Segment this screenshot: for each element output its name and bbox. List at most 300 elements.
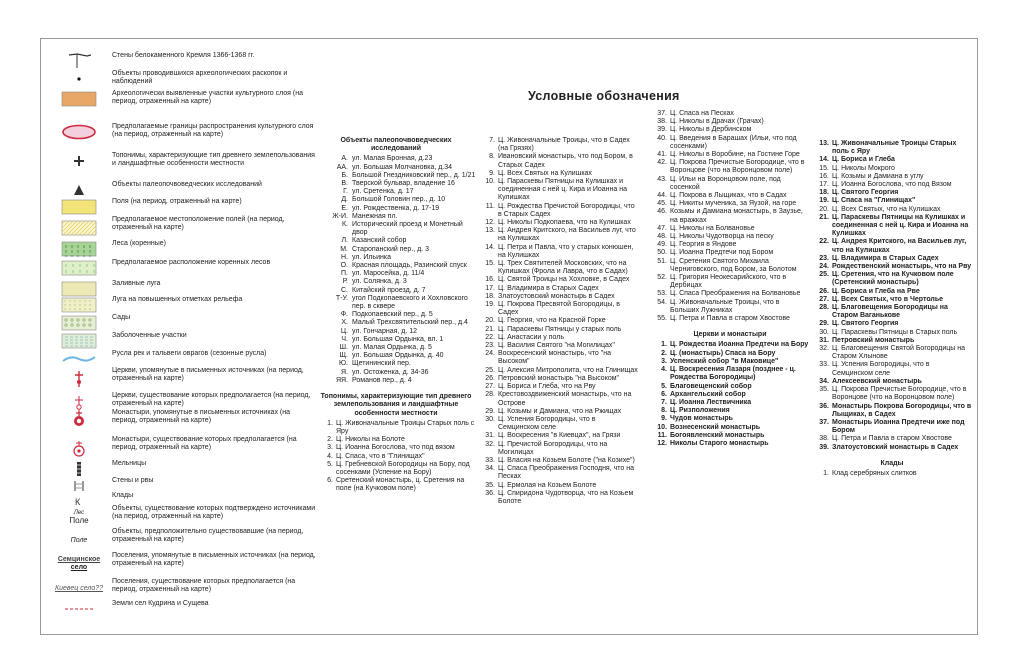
list-item-number: 50.: [657, 249, 667, 257]
list-item-text: Ц. Петра и Павла в старом Хвостове: [832, 435, 952, 443]
list-item: [812, 197, 972, 205]
list-item-text: Ц. Анастасии у поль: [498, 333, 564, 341]
list-item: [650, 200, 810, 208]
list-item-number: 28.: [819, 304, 829, 312]
list-item-text: Ц. Андрея Критского, на Васильев луг, что на Кулишках: [498, 227, 636, 243]
church-item-text: Вознесенский монастырь: [670, 423, 761, 431]
church-item-number: 6.: [661, 390, 667, 398]
list-item-number: 19.: [819, 197, 829, 205]
text-village2-icon: [56, 580, 102, 598]
list-item: [478, 244, 638, 260]
list-item: [812, 296, 972, 304]
legend-label: Земли сел Кудрина и Сущева: [112, 600, 209, 607]
list-item: [478, 482, 638, 490]
list-item-text: Ц. Спиридона Чудотворца, что на Козьем Болоте: [498, 489, 634, 505]
list-item: [812, 361, 972, 377]
toponym-item-text: Ц. Николы на Болоте: [336, 436, 405, 444]
list-item: [478, 260, 638, 276]
church-item-text: Благовещенский собор: [670, 382, 752, 390]
toponym-item-text: Ц. Спаса, что в "Глинищах": [336, 452, 425, 460]
list-item: [478, 391, 638, 407]
treasures-heading: Клады: [880, 459, 904, 467]
list-item-text: Ц. Козьмы и Дамиана, что на Ржищах: [498, 407, 622, 415]
list-column-3: [478, 137, 638, 506]
list-item: [478, 465, 638, 481]
list-item: [478, 178, 638, 203]
list-item: [812, 140, 972, 156]
paleo-row-text: ул. Гончарная, д. 12: [352, 327, 418, 335]
list-item-text: Ц. Иоанна Богослова, что под Вязом: [832, 181, 952, 189]
list-item: [650, 290, 810, 298]
list-item-number: 36.: [819, 402, 829, 410]
river-line-icon: [56, 350, 102, 368]
paleo-row: [316, 180, 476, 188]
list-item-text: Монастырь Покрова Богородицы, что в Лыщиках, в Садех: [832, 402, 972, 418]
paleo-list: [316, 137, 476, 494]
church-item-number: 2.: [661, 349, 667, 357]
legend-label: Клады: [112, 492, 134, 499]
list-item: [478, 432, 638, 440]
list-item-number: 40.: [657, 134, 667, 142]
list-item: [650, 274, 810, 290]
meadow-high-icon: [56, 296, 102, 314]
list-item-text: Ц. Успения Богородицы, что в Семцинском селе: [498, 415, 596, 432]
list-item: [478, 317, 638, 325]
list-item-number: 33.: [485, 456, 495, 464]
list-item: [478, 408, 638, 416]
legend-label: Поселения, существование которых предполагается (на период, отраженный на карте): [112, 578, 296, 594]
paleo-row-text: ул. Маросейка, д. 11/4: [352, 270, 425, 278]
list-item: [650, 135, 810, 151]
legend-label: Заболоченные участки: [112, 332, 187, 339]
paleo-row-number: Т-У.: [335, 294, 348, 302]
list-item-text: Ц. Николы Мокрого: [832, 164, 895, 172]
legend-label: Церкви, упомянутые в письменных источниках (на период, отраженный на карте): [112, 367, 304, 383]
church-item-text: Архангельский собор: [670, 390, 746, 398]
church-item-text: Успенский собор "в Маковице": [670, 357, 779, 365]
paleo-row-number: Г.: [343, 188, 348, 196]
church-item-text: Чудов монастырь: [670, 415, 733, 423]
list-item-text: Ц. Живоначальные Троицы Старых поль с Яру: [832, 140, 957, 156]
legend-label: Предполагаемое местоположение полей (на период, отраженный на карте): [112, 216, 285, 232]
list-item-text: Ц. Иоанна Предтечи под Бором: [670, 249, 774, 257]
list-item-text: Ц. Параскевы Пятницы у старых поль: [498, 325, 622, 333]
svg-text:К: К: [75, 497, 81, 507]
list-item-text: Ц. Козьмы и Дамиана в углу: [832, 172, 924, 180]
list-item-number: 31.: [485, 432, 495, 440]
list-item-text: Ц. Спаса на Песках: [670, 110, 734, 117]
garden-area-icon: [56, 314, 102, 332]
list-item-number: 28.: [485, 391, 495, 399]
paleo-row: [316, 295, 476, 311]
list-item-number: 49.: [657, 241, 667, 249]
list-item: [650, 258, 810, 274]
list-item: [478, 457, 638, 465]
church-item-text: Ц. Рождества Иоанна Предтечи на Бору: [670, 341, 809, 349]
list-item-text: Ц. Покрова Пресвятой Богородицы, в Садех: [498, 301, 620, 317]
church-red-icon: [56, 370, 102, 388]
text-pole-icon: [56, 532, 102, 550]
list-item-number: 8.: [489, 153, 495, 161]
list-item-number: 38.: [819, 435, 829, 443]
list-item-text: Ц. Святого Георгия: [832, 320, 899, 328]
church-item: [650, 350, 810, 358]
list-item: [478, 285, 638, 293]
paleo-row-text: Щетининский пер.: [352, 360, 411, 368]
list-item-text: Ц. Николы на Болвановье: [670, 224, 755, 232]
paleo-row-text: ул. Сретенка, д. 17: [352, 188, 414, 196]
list-column-4: [650, 110, 810, 448]
paleo-row-number: Ц.: [340, 327, 348, 335]
list-item: [812, 288, 972, 296]
church-item: [650, 391, 810, 399]
list-item-text: Ц. Бориса и Глеба на Рве: [832, 287, 920, 295]
list-item-number: 35.: [819, 386, 829, 394]
church-item: [650, 432, 810, 440]
list-item: [812, 435, 972, 443]
paleo-row-number: О.: [340, 262, 348, 270]
legend-label: Предполагаемые границы распространения культурного слоя (на период, отраженный на карте): [112, 123, 314, 139]
paleo-row-number: Щ.: [339, 352, 348, 360]
list-item-number: 19.: [485, 301, 495, 309]
list-item-number: 55.: [657, 315, 667, 323]
list-item-number: 21.: [485, 325, 495, 333]
legend-label: Монастыри, упомянутые в письменных источниках (на период, отраженный на карте): [112, 409, 290, 425]
paleo-row: [316, 270, 476, 278]
pink-ellipse-icon: [56, 123, 102, 141]
toponym-item-text: Ц. Гребневской Богородицы на Бору, под сосенками (Успение на Бору): [336, 460, 470, 476]
paleo-row-text: Большой Гнездниковский пер., д. 1/21: [352, 171, 476, 179]
list-item-number: 37.: [657, 110, 667, 117]
paleo-row: [316, 155, 476, 163]
list-item: [650, 315, 810, 323]
yellow-area-icon: [56, 198, 102, 216]
church-item-text: Ц. Иоанна Лествичника: [670, 398, 752, 406]
paleo-row-number: АА.: [336, 163, 348, 171]
toponym-item: [316, 444, 476, 452]
treasure-item-text: Клад серебряных слитков: [832, 469, 917, 477]
legend-label: Монастыри, существование которых предполагается (на период, отраженный на карте): [112, 436, 297, 452]
paleo-row-text: Старопанский пер., д. 3: [352, 245, 430, 253]
list-item-text: Ц. Благовещения Богородицы на Старом Ваганькове: [832, 304, 948, 320]
list-item-text: Ц. Николы в Дербинском: [670, 126, 752, 134]
list-item-number: 18.: [819, 189, 829, 197]
green-area-icon: [56, 240, 102, 258]
list-item-number: 26.: [819, 287, 829, 295]
paleo-row: [316, 377, 476, 385]
list-item: [812, 304, 972, 320]
paleo-row: [316, 369, 476, 377]
list-item-text: Ц. Спаса на "Глинищах": [832, 197, 916, 205]
paleo-row: [316, 172, 476, 180]
symbol-text-1: Киевец село??: [54, 585, 104, 592]
list-item-number: 36.: [485, 489, 495, 497]
text-village-icon: [56, 555, 102, 573]
paleo-row-number: А.: [341, 155, 348, 163]
list-item-number: 42.: [657, 159, 667, 167]
list-item-number: 13.: [819, 140, 829, 147]
orange-area-icon: [56, 90, 102, 108]
church-item-number: 1.: [661, 341, 667, 349]
list-item-text: Монастырь Иоанна Предтечи иже под Бором: [832, 418, 965, 435]
list-item-text: Ц. Сретения, что на Кучковом поле (Сретенский монастырь): [832, 271, 954, 287]
list-item: [478, 416, 638, 432]
church-item: [650, 440, 810, 448]
hatched-green-icon: [56, 259, 102, 277]
list-item-text: Ц. Власия на Козьем Болоте ("на Козихе"): [498, 456, 635, 464]
church-item-text: Богоявленский монастырь: [670, 431, 765, 439]
list-item: [478, 227, 638, 243]
list-item: [812, 165, 972, 173]
paleo-row-number: В.: [341, 180, 348, 188]
legend-label: Церкви, существование которых предполагается (на период, отраженный на карте): [112, 392, 311, 408]
legend-label: Объекты, предположительно существовавшие (на период, отраженный на карте): [112, 528, 304, 544]
legend-label: Мельницы: [112, 460, 147, 467]
legend-label: Объекты проводившихся археологических раскопок и наблюдений: [112, 70, 288, 86]
paleo-row-text: ул. Малая Ордынка, д. 5: [352, 344, 432, 352]
list-item-text: Ц. Андрея Критского, на Васильев луг, что на Кулишках: [832, 238, 967, 254]
list-item-text: Ц. Спаса Преображения на Болвановье: [670, 290, 801, 298]
paleo-row-text: Китайский проезд, д. 7: [352, 286, 426, 294]
paleo-row: [316, 164, 476, 172]
toponym-item-number: 3.: [327, 444, 333, 452]
list-item-text: Ц. Параскевы Пятницы на Кулишках и соединенная с ней ц. Кира и Иоанна на Кулишках: [832, 213, 969, 238]
list-item-number: 22.: [485, 333, 495, 341]
paleo-heading: Объекты палеопочвоведческих исследований: [340, 137, 452, 153]
paleo-row-number: Ш.: [339, 344, 348, 352]
paleo-row: [316, 246, 476, 254]
toponym-item: [316, 453, 476, 461]
list-item: [478, 153, 638, 169]
dig-point-icon: [56, 70, 102, 88]
list-item-number: 52.: [657, 274, 667, 282]
list-item-number: 44.: [657, 192, 667, 200]
church-item-number: 5.: [661, 382, 667, 390]
list-item-text: Ц. Сретения Святого Михаила Черниговского, под Бором, за Болотом: [670, 257, 797, 273]
church-item-number: 3.: [661, 357, 667, 365]
list-item-number: 43.: [657, 175, 667, 183]
monastery-red-icon: [56, 410, 102, 428]
cross-toponym-icon: [56, 152, 102, 170]
list-item-text: Ц. Николы Чудотворца на песку: [670, 233, 774, 241]
list-item: [478, 293, 638, 301]
list-item-number: 22.: [819, 238, 829, 246]
paleo-row: [316, 278, 476, 286]
paleo-row-number: Ю.: [338, 360, 348, 368]
list-item: [812, 345, 972, 361]
list-item-number: 53.: [657, 290, 667, 298]
list-item-text: Ц. Живоначальные Троицы, что в Больших Лужниках: [670, 298, 780, 314]
toponym-item: [316, 461, 476, 477]
list-item: [478, 301, 638, 317]
toponym-item-number: 5.: [327, 460, 333, 468]
symbol-text-2: Поле: [69, 516, 89, 525]
list-item-text: Ц. Всех Святых на Кулишках: [498, 169, 592, 177]
list-item-number: 34.: [485, 465, 495, 473]
paleo-row-text: Красная площадь, Разинский спуск: [352, 262, 467, 270]
list-item: [478, 441, 638, 457]
list-item-number: 30.: [819, 328, 829, 336]
symbol-text-1: Лес: [73, 510, 85, 516]
legend-label: Леса (коренные): [112, 240, 166, 247]
list-item-number: 10.: [485, 178, 495, 186]
toponym-item-number: 1.: [327, 419, 333, 427]
list-item-text: Златоустовский монастырь в Садех: [832, 443, 959, 451]
toponym-item-text: Ц. Иоанна Богослова, что под вязом: [336, 444, 455, 452]
paleo-row-number: Е.: [341, 204, 348, 212]
list-item-number: 17.: [819, 181, 829, 189]
list-item: [650, 249, 810, 257]
list-item-number: 29.: [485, 407, 495, 415]
list-item-number: 17.: [485, 284, 495, 292]
wall-line-icon: [56, 52, 102, 70]
list-item-number: 23.: [485, 342, 495, 350]
paleo-row: [316, 336, 476, 344]
church-item: [650, 341, 810, 349]
list-item-text: Златоустовский монастырь в Садех: [498, 292, 615, 300]
list-item: [812, 181, 972, 189]
paleo-row-text: ул. Большая Ордынка, д. 40: [352, 352, 444, 360]
legend-label: Предполагаемое расположение коренных лесов: [112, 259, 271, 266]
list-item: [812, 444, 972, 452]
paleo-row-text: Малый Трехсвятительский пер., д.4: [352, 319, 468, 327]
list-item: [650, 151, 810, 159]
list-item-text: Ц. Параскевы Пятницы в Старых поль: [832, 328, 958, 336]
list-item-number: 38.: [657, 118, 667, 126]
paleo-row: [316, 319, 476, 327]
list-item-text: Ц. Петра и Павла, что у старых конюшен, на Кулишках: [498, 243, 634, 259]
list-item-number: 20.: [819, 205, 829, 213]
list-item-number: 27.: [819, 295, 829, 303]
paleo-row-text: Манежная пл.: [352, 212, 398, 220]
list-item: [650, 233, 810, 241]
list-item: [478, 219, 638, 227]
list-item-text: Ц. Василия Святого "на Могилицах": [498, 342, 615, 350]
list-item-number: 25.: [819, 271, 829, 279]
list-item-text: Ц. Святого Георгия: [832, 189, 899, 197]
symbol-text-2: село: [70, 564, 88, 571]
paleo-row: [316, 360, 476, 368]
church-item-number: 10.: [657, 423, 667, 431]
list-item: [478, 334, 638, 342]
list-item-text: Ц. Николы в Драчах (Грачах): [670, 118, 764, 126]
legend-label: Поселения, упомянутые в письменных источниках (на период, отраженный на карте): [112, 552, 316, 568]
list-item: [478, 490, 638, 506]
list-item: [812, 271, 972, 287]
list-item: [478, 375, 638, 383]
dashed-red-icon: [56, 600, 102, 618]
list-item: [812, 378, 972, 386]
paleo-row-text: Тверской бульвар, владение 16: [352, 180, 455, 188]
toponyms-heading: Топонимы, характеризующие тип древнего землепользования и ландшафтные особенности местности: [320, 393, 472, 417]
list-item-text: Ц. Бориса и Глеба, что на Рву: [498, 383, 596, 391]
list-item-number: 21.: [819, 213, 829, 221]
paleo-row-number: С.: [341, 286, 348, 294]
list-item-number: 18.: [485, 292, 495, 300]
list-item-text: Ц. Покрова Пречистые Богородице, что в Воронцове (что на Воронцовом поле): [670, 159, 805, 175]
paleo-row-text: Исторический проезд и Монетный двор: [352, 221, 463, 237]
church-item: [650, 424, 810, 432]
list-item-text: Ц. Георгия в Яндове: [670, 241, 737, 249]
paleo-row-number: Х.: [341, 319, 348, 327]
list-item: [650, 208, 810, 224]
list-item: [650, 241, 810, 249]
list-item: [812, 329, 972, 337]
list-item-number: 41.: [657, 151, 667, 159]
paleo-row-number: Ф.: [340, 311, 348, 319]
list-item-number: 31.: [819, 336, 829, 344]
list-item: [812, 320, 972, 328]
list-item: [812, 214, 972, 239]
church-item-text: Ц. (монастырь) Спаса на Бору: [670, 349, 776, 357]
church-item-number: 8.: [661, 407, 667, 415]
text-les-icon: [56, 508, 102, 526]
list-item: [812, 189, 972, 197]
symbol-text-1: Семцинское: [57, 556, 101, 563]
paleo-row-text: Романов пер., д. 4: [352, 376, 412, 384]
list-item: [650, 299, 810, 315]
paleo-row: [316, 205, 476, 213]
list-item: [812, 386, 972, 402]
list-item-text: Ц. Всех Святых, что в Чертолье: [832, 295, 944, 303]
paleo-row-number: П.: [341, 270, 348, 278]
list-item-text: Ц. Покрова Пречистые Богородице, что в Воронцове (что на Воронцовом поле): [832, 386, 967, 402]
church-item-text: Ц. Ризположения: [670, 407, 730, 415]
list-item: [650, 192, 810, 200]
list-item-text: Ц. Георгия, что на Красной Горке: [498, 317, 606, 325]
paleo-row-number: Ж-И.: [332, 212, 348, 220]
list-item: [478, 170, 638, 178]
list-item-number: 39.: [657, 126, 667, 134]
list-item-text: Ц. Николы в Воробине, на Гостине Горе: [670, 151, 800, 159]
list-item-text: Ц. Святой Троицы на Хохловке, в Садех: [498, 276, 630, 284]
list-item-number: 7.: [489, 137, 495, 144]
paleo-row-number: ЯЯ.: [335, 376, 348, 384]
list-item: [650, 176, 810, 192]
toponym-item-number: 6.: [327, 477, 333, 485]
list-item-number: 15.: [819, 164, 829, 172]
list-item-text: Ц. Никиты мученика, за Яузой, на горе: [670, 200, 797, 208]
list-item: [812, 403, 972, 419]
list-item-number: 54.: [657, 298, 667, 306]
triangle-icon: [56, 181, 102, 199]
list-item-text: Ц. Ильи на Воронцовом поле, под сосенкой: [670, 175, 781, 191]
list-item: [812, 206, 972, 214]
list-item-number: 37.: [819, 418, 829, 426]
paleo-row-number: Я.: [341, 368, 348, 376]
paleo-row-text: угол Подкопаевского и Хохловского пер. в сквере: [352, 294, 468, 311]
paleo-row-text: ул. Малая Бронная, д.23: [352, 155, 433, 163]
toponym-item-number: 2.: [327, 436, 333, 444]
paleo-row-text: ул. Большая Молчановка, д.34: [352, 163, 453, 171]
churches-heading: Церкви и монастыри: [693, 331, 767, 339]
church-item: [650, 366, 810, 382]
list-item-number: 25.: [485, 366, 495, 374]
church-item: [650, 383, 810, 391]
list-item-number: 32.: [485, 440, 495, 448]
list-item: [650, 225, 810, 233]
list-item-number: 45.: [657, 200, 667, 208]
list-item-number: 24.: [819, 263, 829, 271]
paleo-row-number: Л.: [341, 237, 348, 245]
paleo-row: [316, 237, 476, 245]
paleo-row-number: Р.: [342, 278, 348, 286]
toponym-item: [316, 436, 476, 444]
church-item: [650, 415, 810, 423]
list-item-text: Ц. Николы Подкопаева, что на Кулишках: [498, 219, 631, 227]
paleo-row: [316, 221, 476, 237]
paleo-row-number: К.: [341, 221, 348, 229]
